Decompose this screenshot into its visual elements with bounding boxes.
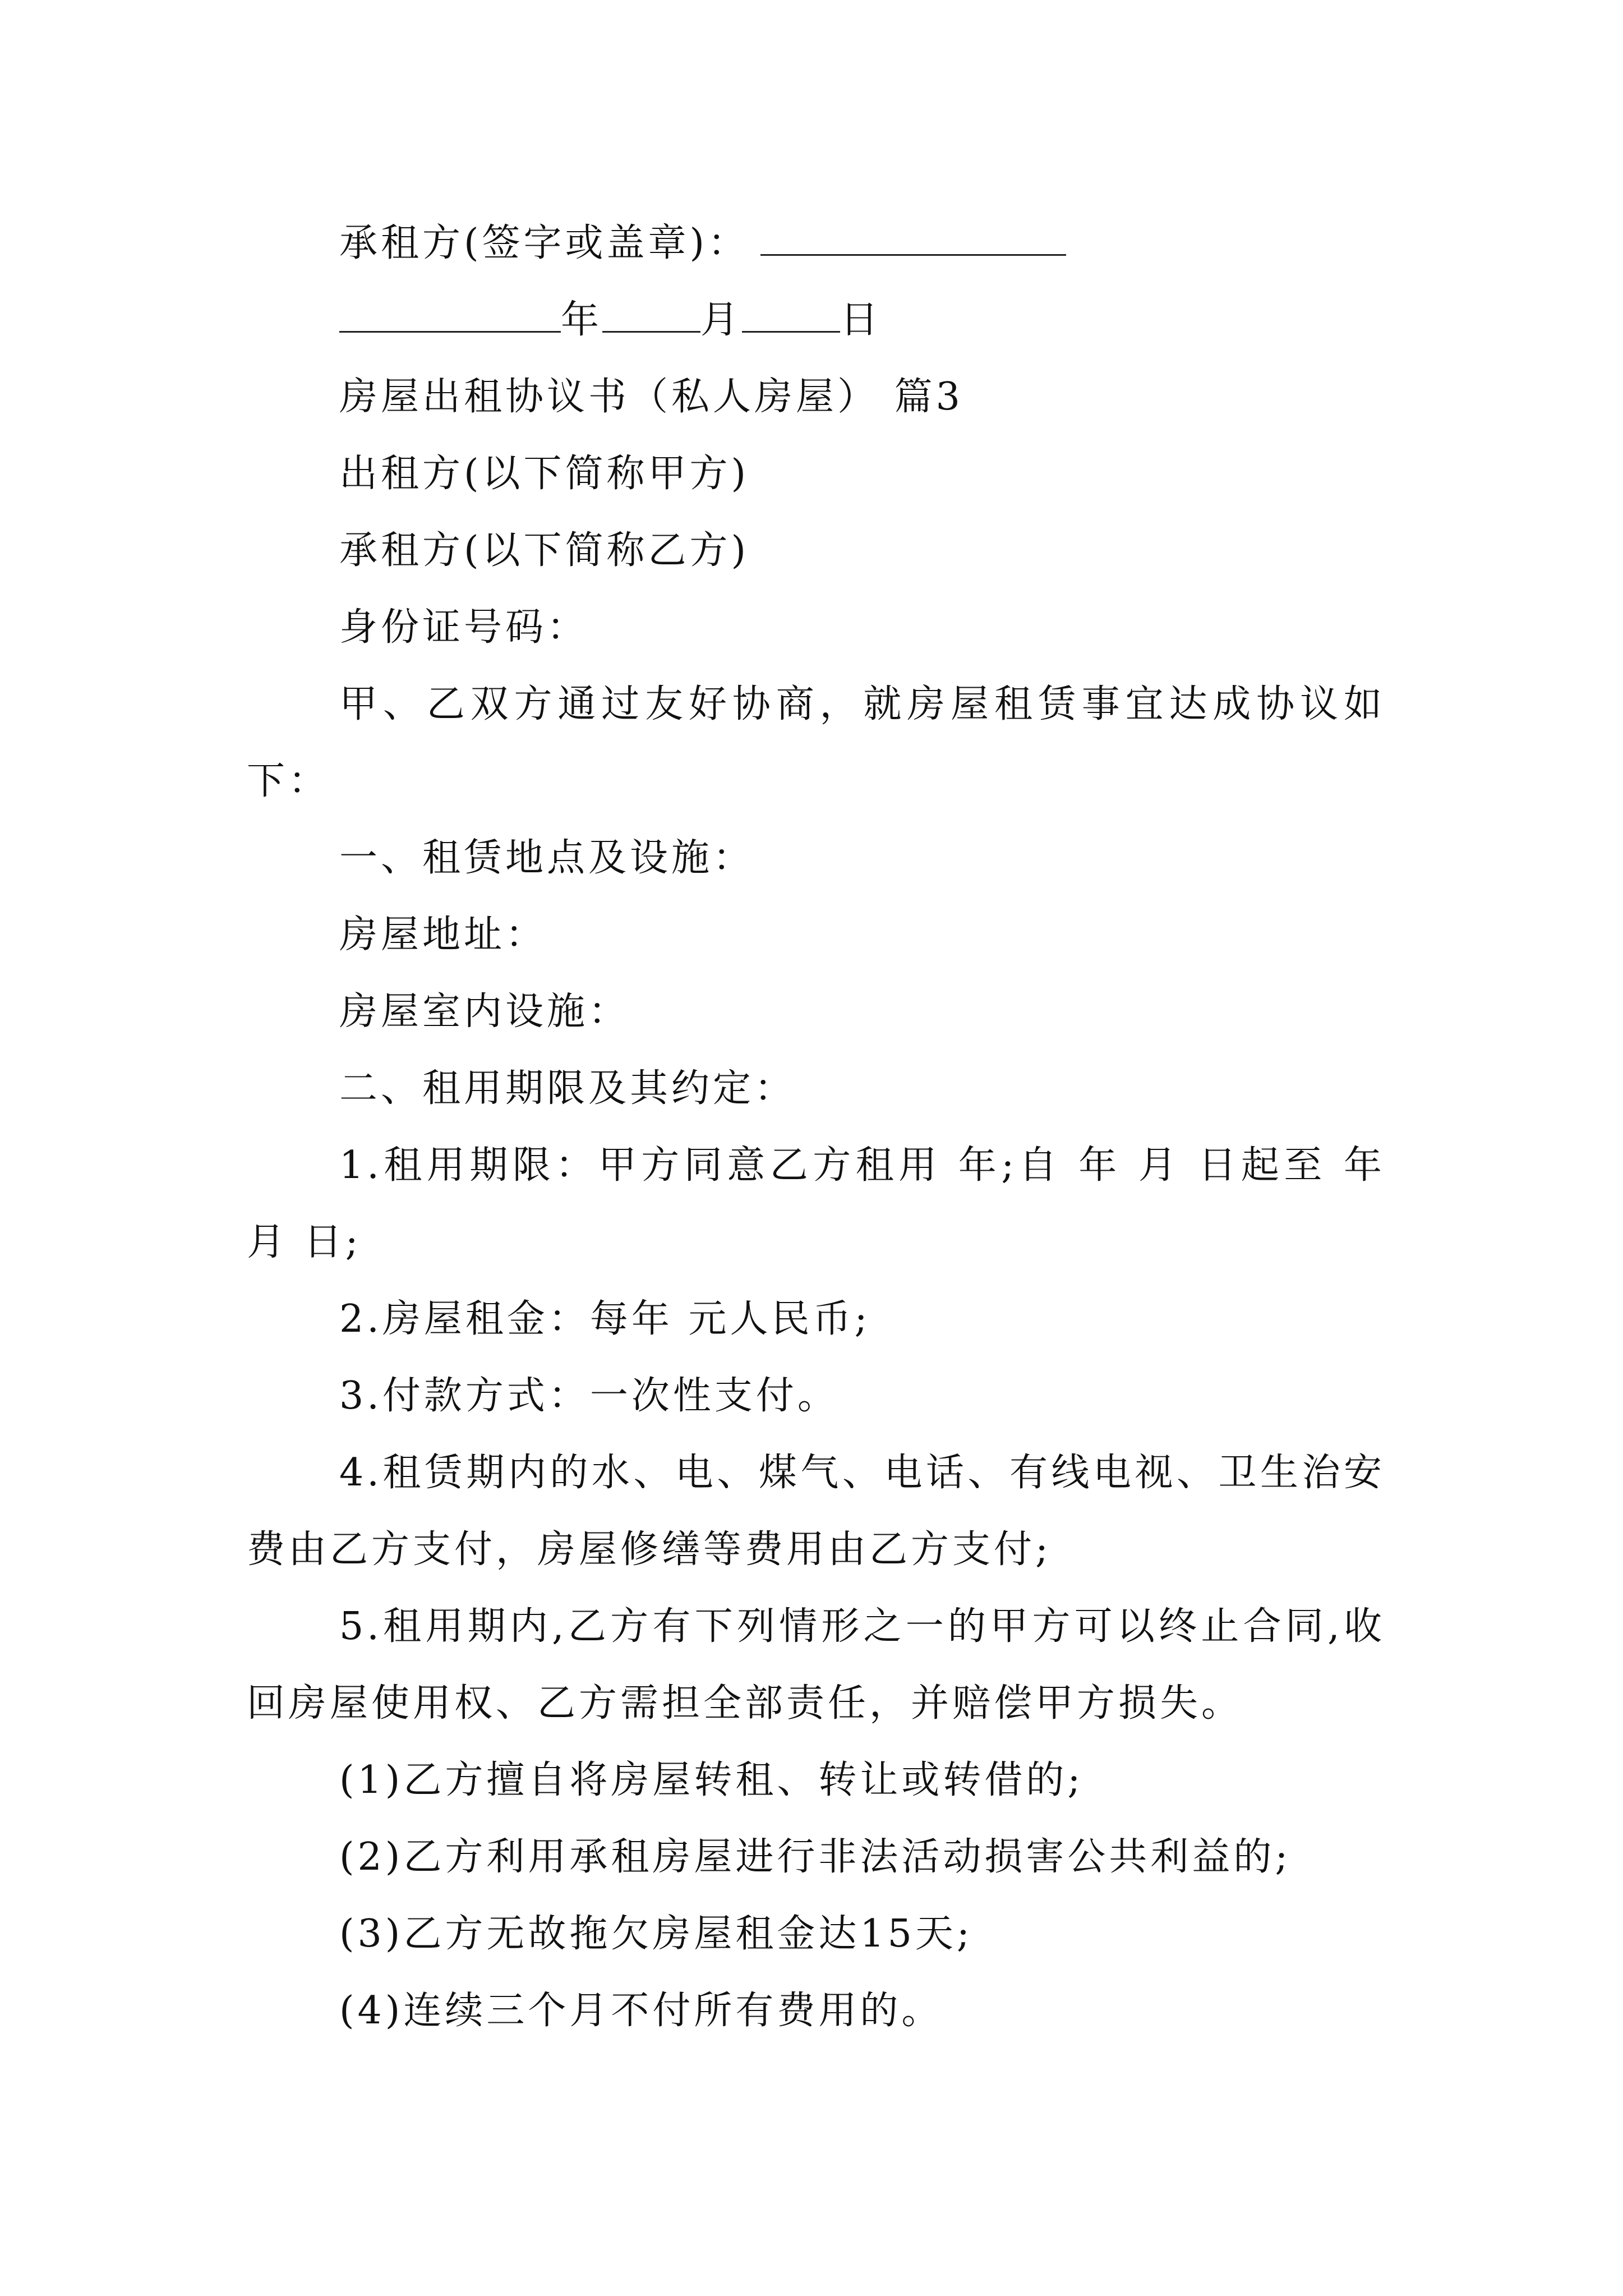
clause2-heading: 二、租用期限及其约定： xyxy=(339,1066,796,1111)
month-label: 月 xyxy=(700,298,743,342)
lessor-line: 出租方(以下简称甲方) xyxy=(339,452,750,496)
case-item: (2)乙方利用承租房屋进行非法活动损害公共利益的; xyxy=(339,1835,1292,1879)
case-item: (1)乙方擅自将房屋转租、转让或转借的; xyxy=(339,1758,1084,1802)
term-paragraph: 1.租用期限：甲方同意乙方租用 年;自 年 月 日起至 年 月 日; xyxy=(247,1143,1385,1264)
facilities-line: 房屋室内设施： xyxy=(339,990,630,1034)
termination-paragraph: 5.租用期内,乙方有下列情形之一的甲方可以终止合同,收回房屋使用权、乙方需担全部责任，并赔偿甲方损失。 xyxy=(247,1604,1385,1726)
rent-line: 2.房屋租金：每年 元人民币; xyxy=(339,1297,871,1341)
day-label: 日 xyxy=(840,298,882,342)
fees-paragraph: 4.租赁期内的水、电、煤气、电话、有线电视、卫生治安费由乙方支付，房屋修缮等费用由乙方支付; xyxy=(247,1451,1385,1572)
year-blank xyxy=(339,291,561,333)
id-number-line: 身份证号码： xyxy=(339,605,589,650)
month-blank xyxy=(602,291,700,333)
signature-line xyxy=(247,205,1385,282)
intro-paragraph: 甲、乙双方通过友好协商，就房屋租赁事宜达成协议如下： xyxy=(247,682,1385,803)
case-item: (4)连续三个月不付所有费用的。 xyxy=(339,1989,943,2033)
signature-label: 承租方(签字或盖章)： xyxy=(339,221,750,265)
lessee-line: 承租方(以下简称乙方) xyxy=(339,528,750,573)
day-blank xyxy=(742,291,840,333)
signature-blank xyxy=(760,214,1066,256)
date-line xyxy=(247,282,1385,358)
document-body xyxy=(247,205,1385,2049)
case-item: (3)乙方无故拖欠房屋租金达15天; xyxy=(339,1912,973,1956)
year-label: 年 xyxy=(561,298,603,342)
payment-line: 3.付款方式：一次性支付。 xyxy=(339,1374,839,1418)
section-title: 房屋出租协议书（私人房屋） 篇3 xyxy=(339,375,963,419)
clause1-heading: 一、租赁地点及设施： xyxy=(339,836,755,880)
address-line: 房屋地址： xyxy=(339,913,547,957)
